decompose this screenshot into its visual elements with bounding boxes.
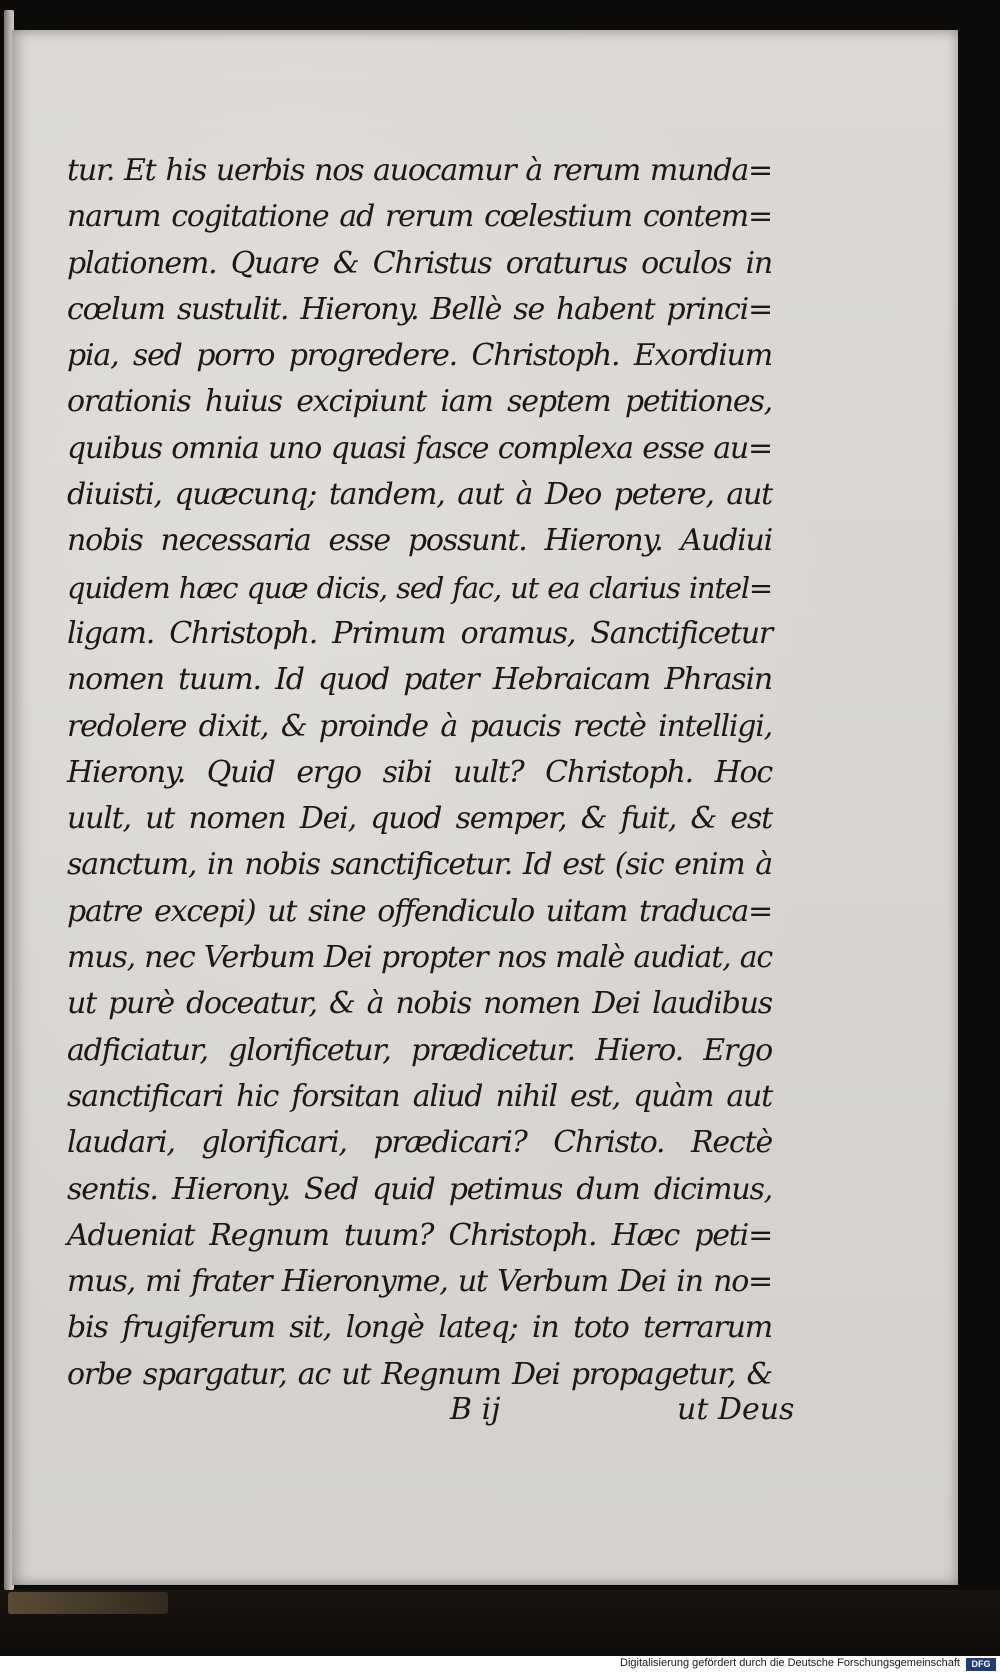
text-line: sentis. Hierony. Sed quid petimus dum dicimus,	[67, 1171, 772, 1207]
text-line: tur. Et his uerbis nos auocamur à rerum munda=	[67, 153, 772, 188]
text-line: Adueniat Regnum tuum? Christoph. Hæc peti=	[67, 1217, 772, 1253]
body-text	[67, 148, 772, 1398]
text-line: sanctificari hic forsitan aliud nihil est, quàm aut	[67, 1078, 772, 1114]
text-line: orbe spargatur, ac ut Regnum Dei propagetur, &	[67, 1356, 772, 1392]
text-line: quibus omnia uno quasi fasce complexa esse au=	[67, 430, 772, 466]
text-line: sanctum, in nobis sanctificetur. Id est (sic enim à	[67, 847, 772, 883]
signature-mark: B ij	[450, 1392, 501, 1427]
dfg-logo: DFG	[966, 1658, 996, 1671]
text-line: cœlum sustulit. Hierony. Bellè se habent princi=	[67, 291, 772, 327]
text-line: plationem. Quare & Christus oraturus oculos in	[67, 245, 772, 281]
text-line: ligam. Christoph. Primum oramus, Sanctificetur	[67, 615, 772, 651]
book-page	[12, 30, 958, 1585]
text-line: quidem hæc quæ dicis, sed fac, ut ea clarius intel=	[67, 570, 772, 605]
catchword: ut Deus	[677, 1392, 795, 1427]
text-line: uult, ut nomen Dei, quod semper, & fuit, & est	[67, 801, 772, 837]
funding-credit: Digitalisierung gefördert durch die Deutsche Forschungsgemeinschaft	[620, 1657, 960, 1669]
text-line: nomen tuum. Id quod pater Hebraicam Phrasin	[67, 662, 772, 698]
text-line: laudari, glorificari, prædicari? Christo. Rectè	[67, 1125, 772, 1161]
text-line: nobis necessaria esse possunt. Hierony. Audiui	[67, 523, 772, 559]
text-line: redolere dixit, & proinde à paucis rectè intelligi,	[67, 708, 772, 744]
text-line: diuisti, quæcunq; tandem, aut à Deo petere, aut	[67, 477, 772, 513]
text-line: patre excepi) ut sine offendiculo uitam traduca=	[67, 893, 772, 929]
text-line: mus, nec Verbum Dei propter nos malè audiat, ac	[67, 940, 772, 976]
text-line: ut purè doceatur, & à nobis nomen Dei laudibus	[67, 986, 772, 1022]
text-line: narum cogitatione ad rerum cœlestium contem=	[67, 199, 772, 235]
text-line: pia, sed porro progredere. Christoph. Exordium	[67, 338, 772, 374]
digitization-footer	[0, 1656, 1000, 1673]
page-foot-line	[12, 1392, 1000, 1438]
text-line: Hierony. Quid ergo sibi uult? Christoph. Hoc	[67, 754, 772, 790]
text-line: mus, mi frater Hieronyme, ut Verbum Dei in no=	[67, 1264, 772, 1300]
scanner-board	[0, 1590, 1000, 1656]
text-line: bis frugiferum sit, longè lateq; in toto terrarum	[67, 1310, 772, 1346]
text-line: orationis huius excipiunt iam septem petitiones,	[67, 384, 772, 420]
text-line: adficiatur, glorificetur, prædicetur. Hiero. Ergo	[67, 1032, 772, 1068]
